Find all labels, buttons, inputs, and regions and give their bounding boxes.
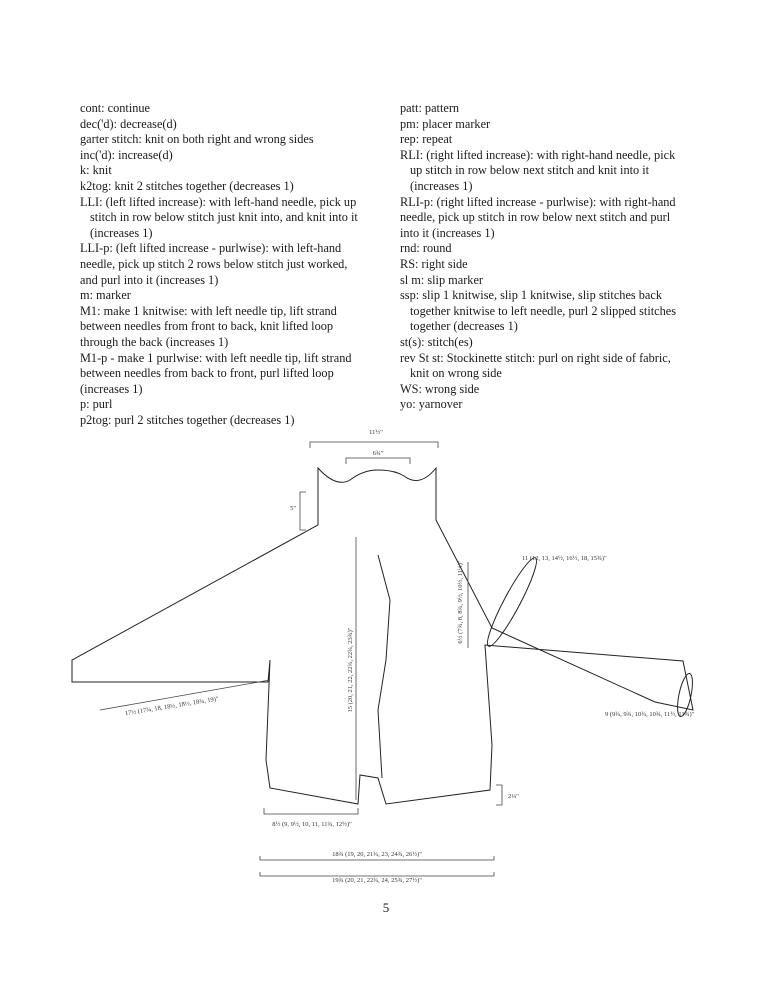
- glossary-line: up stitch in row below next stitch and knit into it: [410, 163, 650, 178]
- glossary-line: yo: yarnover: [400, 397, 463, 412]
- glossary-line: rev St st: Stockinette stitch: purl on right side of fabric,: [400, 350, 671, 365]
- glossary-entry: [80, 241, 380, 288]
- glossary-line: M1: make 1 knitwise: with left needle tip, lift strand: [80, 303, 337, 318]
- glossary-line: between needles from front to back, knit lifted loop: [80, 319, 334, 334]
- sweater-schematic: [60, 420, 720, 890]
- upper-arm-ellipse: [481, 554, 542, 650]
- front-width-label: 8½ (9, 9½, 10, 11, 11¾, 12½)": [272, 821, 352, 828]
- glossary-entry: [400, 195, 705, 242]
- cuff-label: 9 (9¾, 9¾, 10¾, 10¾, 11½, 11¾)": [605, 711, 695, 718]
- glossary-line: cont: continue: [80, 101, 151, 115]
- glossary-entry: [80, 179, 380, 195]
- glossary-line: RLI-p: (right lifted increase - purlwise): with right-hand: [400, 194, 676, 209]
- glossary-line: (increases 1): [410, 178, 473, 193]
- glossary-line: into it (increases 1): [400, 225, 495, 240]
- glossary-entry: [400, 397, 705, 413]
- glossary-entry: [400, 382, 705, 398]
- glossary-entry: [80, 288, 380, 304]
- glossary-line: and purl into it (increases 1): [80, 272, 219, 287]
- glossary-line: knit on wrong side: [410, 366, 502, 381]
- glossary-line: RLI: (right lifted increase): with right-hand needle, pick: [400, 147, 676, 162]
- glossary-line: inc('d): increase(d): [80, 147, 173, 162]
- glossary-line: LLI: (left lifted increase): with left-hand needle, pick up: [80, 194, 357, 209]
- glossary-line: rep: repeat: [400, 132, 453, 147]
- top-width-label: 11½": [369, 429, 383, 436]
- glossary-entry: [80, 195, 380, 242]
- glossary-entry: [80, 163, 380, 179]
- glossary-entry: [80, 117, 380, 133]
- glossary-line: dec('d): decrease(d): [80, 116, 177, 131]
- armhole-depth-label: 6½ (7¾, 8, 8¾, 9½, 10½, 11½)": [457, 560, 464, 644]
- glossary-entry: [400, 132, 705, 148]
- glossary-entry: [400, 351, 705, 382]
- glossary-line: between needles from back to front, purl lifted loop: [80, 366, 334, 381]
- glossary-line: ssp: slip 1 knitwise, slip 1 knitwise, slip stitches back: [400, 288, 662, 303]
- glossary-line: p2tog: purl 2 stitches together (decreases 1): [80, 412, 295, 427]
- glossary-line: rnd: round: [400, 241, 452, 256]
- glossary-line: through the back (increases 1): [80, 334, 229, 349]
- glossary-line: together (decreases 1): [410, 319, 518, 334]
- glossary-entry: [80, 101, 380, 117]
- glossary-line: m: marker: [80, 288, 131, 303]
- glossary-line: together knitwise to left needle, purl 2 slipped stitches: [410, 303, 677, 318]
- glossary-line: RS: right side: [400, 256, 468, 271]
- glossary-line: LLI-p: (left lifted increase - purlwise): with left-hand: [80, 241, 342, 256]
- glossary-entry: [400, 117, 705, 133]
- glossary-entry: [80, 148, 380, 164]
- glossary-entry: [400, 273, 705, 289]
- sweater-outline: [72, 468, 693, 804]
- page-number: 5: [382, 900, 390, 915]
- glossary-right-column: [400, 101, 705, 413]
- collar-height-label: 5": [290, 505, 296, 512]
- glossary-line: WS: wrong side: [400, 381, 480, 396]
- glossary-entry: [400, 288, 705, 335]
- glossary-entry: [400, 241, 705, 257]
- sleeve-length-label: 17½ (17¾, 18, 18½, 18½, 18¾, 19)": [124, 695, 220, 718]
- glossary-line: needle, pick up stitch 2 rows below stitch just worked,: [80, 256, 348, 271]
- glossary-line: needle, pick up stitch in row below next stitch and purl: [400, 210, 671, 225]
- glossary-entry: [80, 132, 380, 148]
- glossary-line: M1-p - make 1 purlwise: with left needle tip, lift strand: [80, 350, 352, 365]
- glossary-line: stitch in row below stitch just knit into, and knit into it: [90, 210, 358, 225]
- body-length-label: 15 (20, 21, 22, 22¾, 22¾, 23¾)": [347, 627, 354, 713]
- glossary-line: st(s): stitch(es): [400, 334, 473, 349]
- glossary-left-column: [80, 101, 380, 428]
- glossary-entry: [400, 257, 705, 273]
- hem-width-label: 19¾ (20, 21, 22¾, 24, 25¾, 27½)": [332, 877, 422, 884]
- glossary-entry: [80, 397, 380, 413]
- glossary-line: k2tog: knit 2 stitches together (decreases 1): [80, 178, 294, 193]
- front-opening-line: [378, 555, 390, 778]
- glossary-line: (increases 1): [90, 225, 153, 240]
- glossary-line: (increases 1): [80, 381, 143, 396]
- glossary-entry: [80, 351, 380, 398]
- glossary-line: p: purl: [80, 397, 113, 412]
- hem-depth-label: 2¼": [508, 793, 519, 800]
- glossary-entry: [80, 304, 380, 351]
- glossary-line: garter stitch: knit on both right and wrong sides: [80, 132, 314, 147]
- glossary-line: pm: placer marker: [400, 116, 491, 131]
- glossary-line: patt: pattern: [400, 101, 460, 115]
- back-width-label: 18¾ (19, 20, 21¾, 23, 24¾, 26½)": [332, 851, 422, 858]
- upper-arm-label: 11 (12, 13, 14½, 16½, 18, 15¾)": [522, 555, 607, 562]
- neck-width-label: 6¾": [372, 450, 384, 457]
- glossary-line: sl m: slip marker: [400, 272, 483, 287]
- glossary-entry: [400, 335, 705, 351]
- glossary-entry: [400, 101, 705, 117]
- glossary-line: k: knit: [80, 163, 112, 178]
- glossary-entry: [400, 148, 705, 195]
